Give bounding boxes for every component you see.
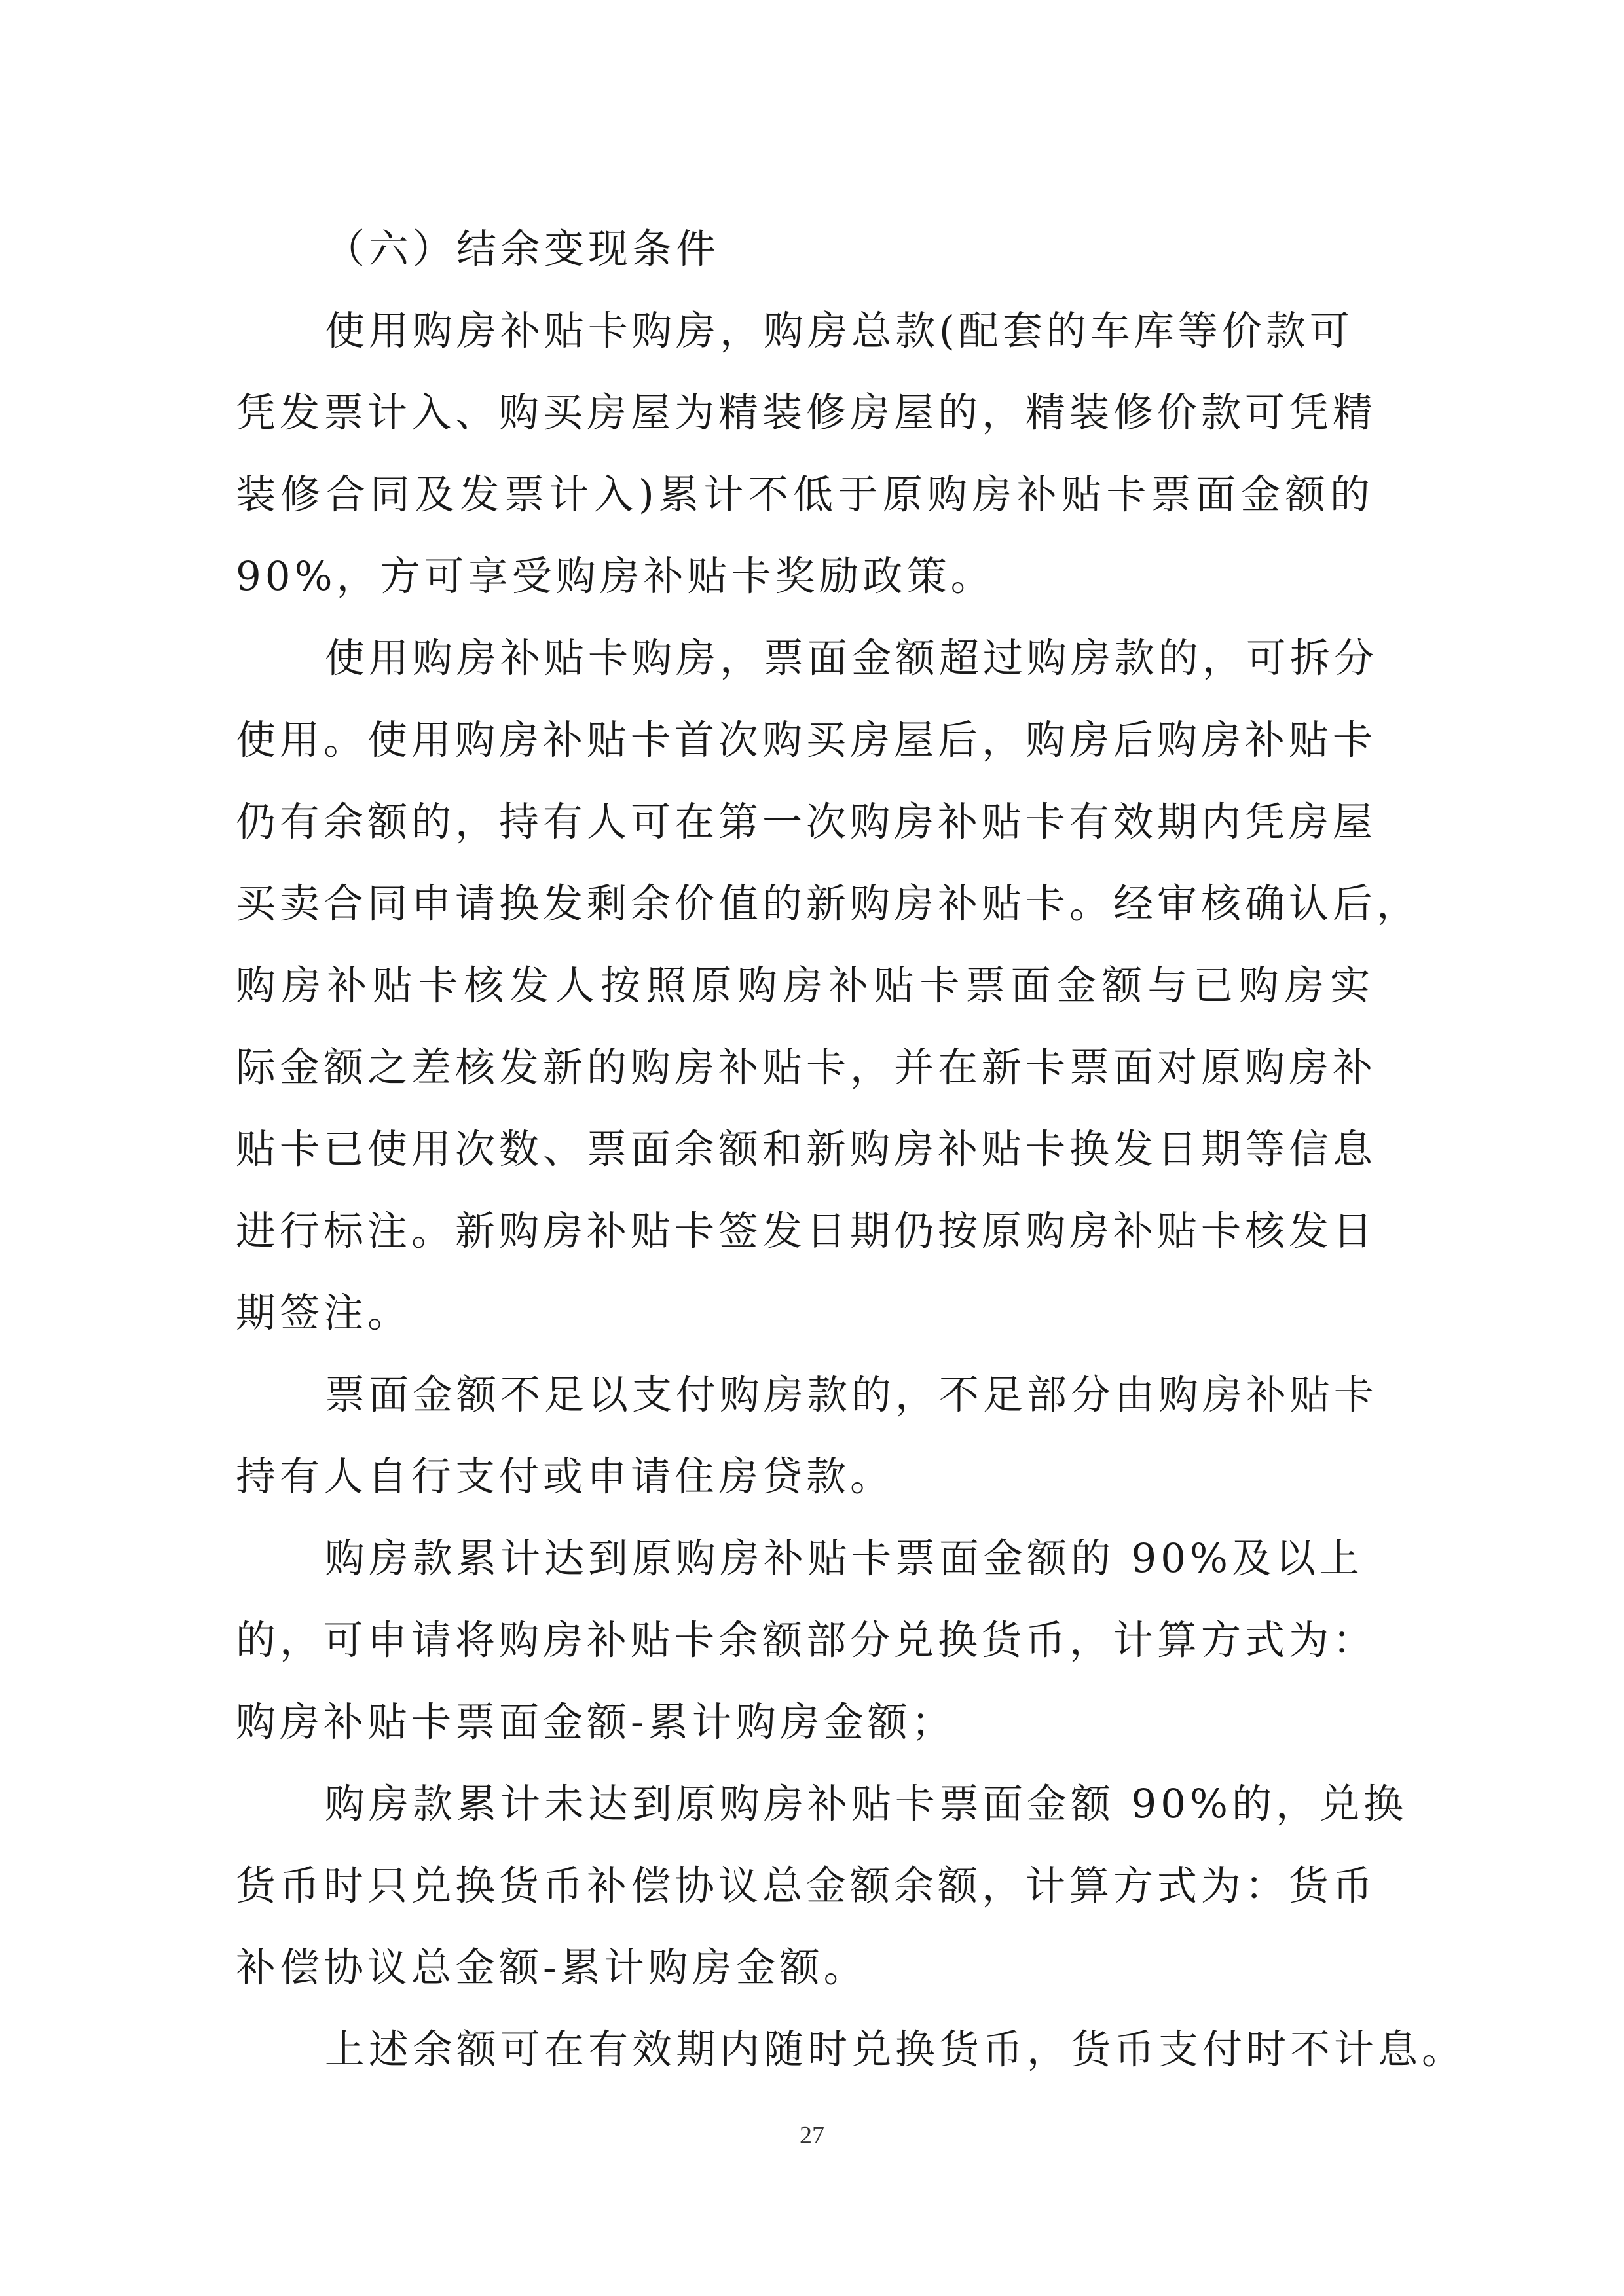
text-line: 使用购房补贴卡购房，票面金额超过购房款的，可拆分	[325, 635, 1378, 682]
text-line: 凭发票计入、购买房屋为精装修房屋的，精装修价款可凭精	[236, 390, 1377, 436]
text-line: 上述余额可在有效期内随时兑换货币，货币支付时不计息。	[325, 2026, 1466, 2073]
text-line: 补偿协议总金额-累计购房金额。	[236, 1944, 868, 1991]
section-heading: （六）结余变现条件	[325, 226, 720, 272]
text-line: 票面金额不足以支付购房款的，不足部分由购房补贴卡	[325, 1372, 1378, 1418]
text-line: 购房补贴卡核发人按照原购房补贴卡票面金额与已购房实	[236, 962, 1374, 1009]
text-line: 装修合同及发票计入)累计不低于原购房补贴卡票面金额的	[236, 471, 1374, 518]
text-line: 使用购房补贴卡购房，购房总款(配套的车库等价款可	[325, 308, 1354, 354]
text-line: 购房补贴卡票面金额-累计购房金额；	[236, 1699, 955, 1745]
text-line: 货币时只兑换货币补偿协议总金额余额，计算方式为：货币	[236, 1863, 1377, 1909]
text-line: 期签注。	[236, 1290, 412, 1336]
text-line: 仍有余额的，持有人可在第一次购房补贴卡有效期内凭房屋	[236, 799, 1377, 845]
text-line: 际金额之差核发新的购房补贴卡，并在新卡票面对原购房补	[236, 1044, 1377, 1091]
page-number: 27	[800, 2122, 824, 2149]
text-line: 的，可申请将购房补贴卡余额部分兑换货币，计算方式为：	[236, 1617, 1377, 1664]
text-line: 进行标注。新购房补贴卡签发日期仍按原购房补贴卡核发日	[236, 1208, 1377, 1254]
text-line: 持有人自行支付或申请住房贷款。	[236, 1453, 895, 1500]
text-line: 使用。使用购房补贴卡首次购买房屋后，购房后购房补贴卡	[236, 717, 1377, 763]
text-line: 购房款累计达到原购房补贴卡票面金额的 90%及以上	[325, 1535, 1363, 1582]
text-line: 90%，方可享受购房补贴卡奖励政策。	[236, 553, 995, 600]
text-line: 购房款累计未达到原购房补贴卡票面金额 90%的，兑换	[325, 1781, 1407, 1827]
text-line: 贴卡已使用次数、票面余额和新购房补贴卡换发日期等信息	[236, 1126, 1377, 1173]
text-line: 买卖合同申请换发剩余价值的新购房补贴卡。经审核确认后，	[236, 881, 1421, 927]
